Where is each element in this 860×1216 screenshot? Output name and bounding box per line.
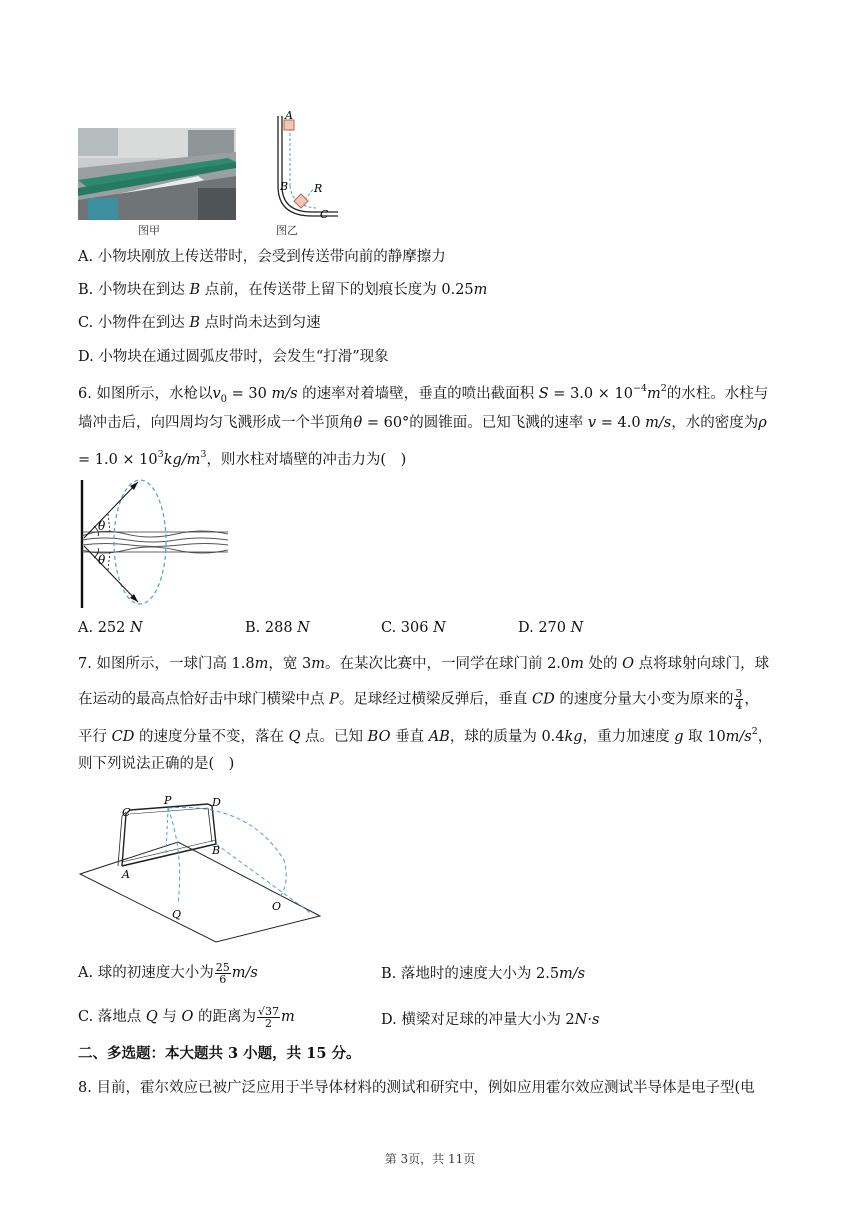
q7-line-3: 平行 CD 的速度分量不变，落在 Q 点。已知 BO 垂直 AB，球的质量为 0.4kg，重力加速度 g 取 $10m/s^2$， bbox=[78, 726, 773, 745]
q7-line-1: 7. 如图所示，一球门高 1.8m，宽 3m。在某次比赛中，一同学在球门前 2.0m 处的 O 点将球射向球门，球 bbox=[78, 656, 770, 672]
q6-option-a: A. 252 N bbox=[78, 620, 143, 636]
label-b: B bbox=[212, 844, 221, 857]
label-c: C bbox=[320, 208, 329, 221]
label-c: C bbox=[122, 806, 131, 819]
ball-trajectory-p-to-q bbox=[168, 808, 180, 904]
q8-line-1: 8. 目前，霍尔效应已被广泛应用于半导体材料的测试和研究中，例如应用霍尔效应测试半导体是电子型(电 bbox=[78, 1080, 755, 1096]
q5-option-d: D. 小物块在通过圆弧皮带时，会发生“打滑”现象 bbox=[78, 349, 389, 365]
q7-option-b: B. 落地时的速度大小为 2.5m/s bbox=[381, 966, 586, 982]
q6-line-1: 6. 如图所示，水枪以$v_0 = 30$ m/s 的速率对着墙壁，垂直的喷出截面积 $S = 3.0 \times 10^{-4}m^2$的水柱。水柱与 bbox=[78, 383, 769, 405]
q7-goal-figure bbox=[78, 792, 324, 944]
splash-down-line bbox=[84, 546, 138, 602]
q7-option-a: A. 球的初速度大小为 $\frac{25}{6}$ m/s bbox=[78, 960, 258, 986]
q7-option-d: D. 横梁对足球的冲量大小为 2N·s bbox=[381, 1012, 600, 1028]
figure-b-diagram bbox=[268, 110, 344, 228]
q6-line-3: = $1.0 \times 10^3kg/m^3$，则水柱对墙壁的冲击力为( ) bbox=[78, 449, 407, 468]
figure-a-caption: 图甲 bbox=[138, 224, 160, 237]
q7-line-2: 在运动的最高点恰好击中球门横梁中点 P。足球经过横梁反弹后，垂直 CD 的速度分量大小变为原来的 $\frac{3}{4}$ ， bbox=[78, 687, 759, 712]
cone-upper-half-line bbox=[108, 514, 110, 532]
q7-line-4: 则下列说法正确的是( ) bbox=[78, 756, 235, 772]
q7-fraction-25-6: $\frac{25}{6}$ bbox=[215, 960, 230, 986]
q6-line-2: 墙冲击后，向四周均匀飞溅形成一个半顶角θ = 60°的圆锥面。已知飞溅的速率 v = 4.0 m/s，水的密度为ρ bbox=[78, 415, 767, 431]
theta-label-lower: θ bbox=[98, 553, 106, 567]
label-q: Q bbox=[172, 908, 182, 921]
q7-fraction-3-4: $\frac{3}{4}$ bbox=[735, 687, 743, 712]
vertical-from-p bbox=[166, 808, 168, 854]
section-2-heading: 二、多选题：本大题共 3 小题，共 15 分。 bbox=[78, 1045, 361, 1062]
right-post-inner bbox=[208, 808, 212, 842]
label-d: D bbox=[212, 796, 221, 809]
q6-water-jet-figure bbox=[76, 478, 232, 610]
label-p: P bbox=[164, 794, 172, 807]
figure-a-photo bbox=[78, 128, 236, 220]
label-o: O bbox=[272, 900, 282, 913]
goal-line-ab-inner bbox=[122, 840, 216, 862]
q7-option-c: C. 落地点 Q 与 O 的距离为 $\frac{√37}{2}$ m bbox=[78, 1004, 295, 1030]
jet-mid-2 bbox=[82, 544, 228, 547]
q6-option-d: D. 270 N bbox=[518, 620, 584, 636]
ground-plane bbox=[80, 842, 320, 942]
q6-option-b: B. 288 N bbox=[245, 620, 310, 636]
theta-label-upper: θ bbox=[98, 519, 106, 533]
cone-lower-half-line bbox=[108, 552, 110, 570]
label-b: B bbox=[280, 180, 289, 193]
label-a: A bbox=[122, 868, 130, 881]
figure-b-caption: 图乙 bbox=[276, 224, 298, 237]
page-footer: 第 3页，共 11页 bbox=[384, 1152, 476, 1166]
q5-option-a: A. 小物块刚放上传送带时，会受到传送带向前的静摩擦力 bbox=[78, 249, 446, 265]
label-a: A bbox=[285, 110, 293, 122]
jet-mid-1 bbox=[82, 538, 228, 542]
conveyor-photo-illustration bbox=[78, 128, 236, 220]
label-r: R bbox=[314, 182, 323, 195]
q6-option-c: C. 306 N bbox=[381, 620, 446, 636]
line-b-to-o bbox=[216, 844, 312, 914]
q7-fraction-sqrt37-2: $\frac{√37}{2}$ bbox=[258, 1004, 280, 1030]
splash-up-line bbox=[84, 482, 138, 538]
q5-option-c: C. 小物件在到达 B 点时尚未达到匀速 bbox=[78, 315, 321, 331]
q5-option-b: B. 小物块在到达 B 点前，在传送带上留下的划痕长度为 0.25m bbox=[78, 282, 488, 298]
